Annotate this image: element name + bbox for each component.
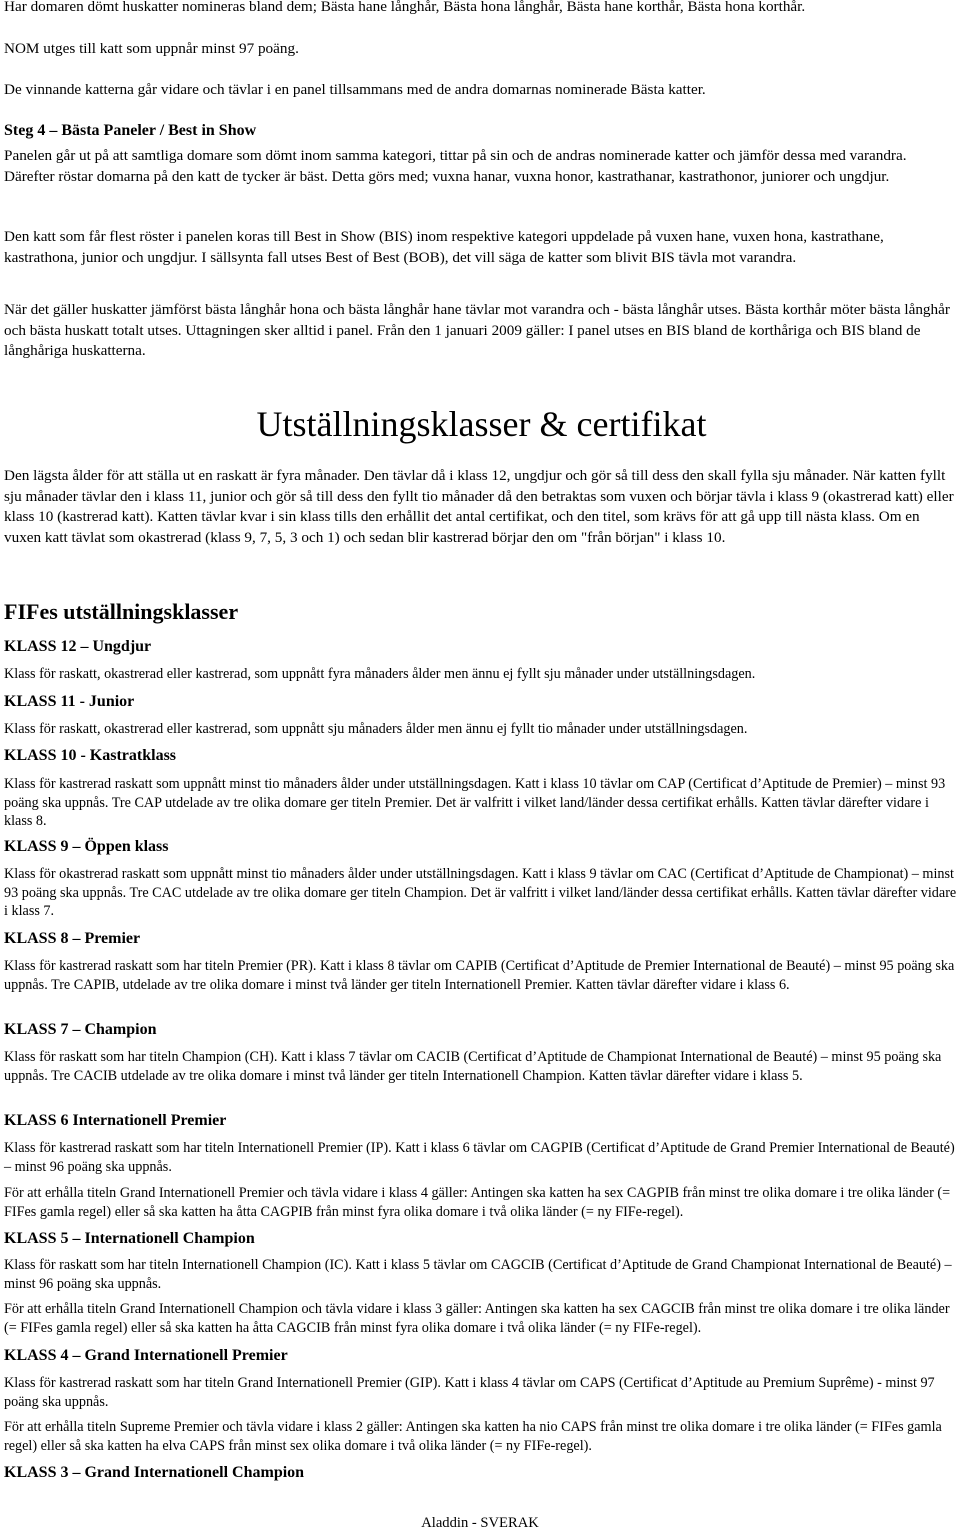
klass4-title: KLASS 4 – Grand Internationell Premier	[4, 1347, 288, 1364]
klass7-title: KLASS 7 – Champion	[4, 1021, 157, 1038]
klass6-text: Klass för kastrerad raskatt som har titeln Internationell Premier (IP). Katt i klass 6 tävlar om CAGPIB (Certificat d’Aptitude de Grand Premier International de Beauté) – minst 96 poäng ska uppnås.	[4, 1140, 955, 1175]
klass6-text-2: För att erhålla titeln Grand Internationell Premier och tävla vidare i klass 4 gäller: Antingen ska katten ha sex CAGPIB från minst tre olika domare i tre olika länder (= FIFes gamla regel) eller så ska katten ha åtta CAGPIB från minst fyra olika domare i två olika länder (= ny FIFe-regel).	[4, 1185, 951, 1220]
klass5-text: Klass för raskatt som har titeln Internationell Champion (IC). Katt i klass 5 tävlar om CAGCIB (Certificat d’Aptitude de Grand Championat International de Beauté) – minst 96 poäng ska uppnås.	[4, 1257, 952, 1292]
klass6-title: KLASS 6 Internationell Premier	[4, 1112, 227, 1129]
klass4-text-2: För att erhålla titeln Supreme Premier och tävla vidare i klass 2 gäller: Antingen ska katten ha nio CAPS från minst tre olika domare i tre olika länder (= FIFes gamla regel) eller så ska katten ha elva CAPS från minst sex olika domare i två olika länder (= ny FIFe-regel).	[4, 1419, 942, 1454]
klass5-text-2: För att erhålla titeln Grand Internationell Champion och tävla vidare i klass 3 gäller: Antingen ska katten ha sex CAGCIB från minst tre olika domare i tre olika länder (= FIFes gamla regel) eller så ska katten ha åtta CAGCIB från minst fyra olika domare i två olika länder (= ny FIFe-regel).	[4, 1301, 950, 1336]
klass10-text: Klass för kastrerad raskatt som uppnått minst tio månaders ålder under utställningsdagen. Katt i klass 10 tävlar om CAP (Certificat d’Aptitude de Premier) – minst 93 poäng ska uppnås. Tre CAP utdelade av tre olika domare ger titeln Premier. Det är valfritt i vilket land/länder dessa certifikat erhålls. Katten tävlar därefter vidare i klass 8.	[4, 776, 946, 829]
klass5-title: KLASS 5 – Internationell Champion	[4, 1230, 255, 1247]
klass9-title: KLASS 9 – Öppen klass	[4, 838, 169, 855]
klass4-text: Klass för kastrerad raskatt som har titeln Grand Internationell Premier (GIP). Katt i klass 4 tävlar om CAPS (Certificat d’Aptitude au Premium Suprême) - minst 97 poäng ska uppnås.	[4, 1375, 935, 1410]
intro-paragraph-2: NOM utges till katt som uppnår minst 97 poäng.	[4, 40, 299, 57]
klass9-text: Klass för okastrerad raskatt som uppnått minst tio månaders ålder under utställningsdagen. Katt i klass 9 tävlar om CAC (Certificat d’Aptitude de Championat) – minst 93 poäng ska uppnås. Tre CAC utdelade av tre olika domare ger titeln Champion. Det är valfritt i vilket land/länder dessa certifikat erhålls. Katten tävlar därefter vidare i klass 7.	[4, 866, 957, 919]
fife-title: FIFes utställningsklasser	[4, 599, 239, 624]
steg4-paragraph-3: När det gäller huskatter jämförst bästa långhår hona och bästa långhår hane tävlar mot varandra och - bästa långhår utses. Bästa korthår möter bästa långhår och bästa huskatt totalt utses. Uttagningen sker alltid i panel. Från den 1 januari 2009 gäller: I panel utses en BIS bland de korthåriga och BIS bland de långhåriga huskatterna.	[4, 301, 950, 359]
klass8-title: KLASS 8 – Premier	[4, 930, 141, 947]
steg4-heading: Steg 4 – Bästa Paneler / Best in Show	[4, 122, 257, 139]
intro-paragraph-1: Har domaren dömt huskatter nomineras bland dem; Bästa hane långhår, Bästa hona långhår, Bästa hane korthår, Bästa hona korthår.	[4, 0, 806, 15]
klass11-text: Klass för raskatt, okastrerad eller kastrerad, som uppnått sju månaders ålder men ännu ej fyllt tio månader under utställningsdagen.	[4, 721, 748, 737]
klass10-title: KLASS 10 - Kastratklass	[4, 747, 177, 764]
klass8-text: Klass för kastrerad raskatt som har titeln Premier (PR). Katt i klass 8 tävlar om CAPIB (Certificat d’Aptitude de Premier International de Beauté) – minst 95 poäng ska uppnås. Tre CAPIB, utdelade av tre olika domare i minst två länder ger titeln Internationell Premier. Katten tävlar därefter vidare i klass 6.	[4, 958, 955, 993]
steg4-paragraph-1: Panelen går ut på att samtliga domare som dömt inom samma kategori, tittar på sin och de andras nominerade katter och jämför dessa med varandra. Därefter röstar domarna på den katt de tycker är bäst. Detta görs med; vuxna hanar, vuxna honor, kastrathanar, kastrathonor, juniorer och ungdjur.	[4, 147, 907, 185]
klass3-title: KLASS 3 – Grand Internationell Champion	[4, 1464, 305, 1481]
steg4-paragraph-2: Den katt som får flest röster i panelen koras till Best in Show (BIS) inom respektive kategori uppdelade på vuxen hane, vuxen hona, kastrathane, kastrathona, junior och ungdjur. I sällsynta fall utses Best of Best (BOB), det vill säga de katter som blivit BIS tävla mot varandra.	[4, 228, 884, 266]
classes-intro-paragraph: Den lägsta ålder för att ställa ut en raskatt är fyra månader. Den tävlar då i klass 12, ungdjur och gör så till dess den skall fylla sju månader. När katten fyllt sju månader tävlar den i klass 11, junior och gör så till dess den fyllt tio månader då den betraktas som vuxen och börjar tävla i klass 9 (okastrerad katt) eller klass 10 (kastrerad katt). Katten tävlar kvar i sin klass tills den erhållit det antal certifikat, och den titel, som krävs för att gå upp till nästa klass. Om en vuxen katt tävlat som okastrerad (klass 9, 7, 5, 3 och 1) och sedan blir kastrerad börjar den om "från början" i klass 10.	[4, 467, 954, 546]
intro-paragraph-3: De vinnande katterna går vidare och tävlar i en panel tillsammans med de andra domarnas nominerade Bästa katter.	[4, 81, 706, 98]
section-title: Utställningsklasser & certifikat	[256, 404, 707, 444]
klass7-text: Klass för raskatt som har titeln Champion (CH). Katt i klass 7 tävlar om CACIB (Certificat d’Aptitude de Championat International de Beauté) – minst 95 poäng ska uppnås. Tre CACIB utdelade av tre olika domare i minst två länder ger titeln Internationell Champion. Katten tävlar därefter vidare i klass 5.	[4, 1049, 942, 1084]
klass12-text: Klass för raskatt, okastrerad eller kastrerad, som uppnått fyra månaders ålder men ännu ej fyllt sju månader under utställningsdagen.	[4, 666, 756, 682]
page-footer: Aladdin - SVERAK	[421, 1515, 539, 1531]
klass12-title: KLASS 12 – Ungdjur	[4, 638, 152, 655]
klass11-title: KLASS 11 - Junior	[4, 693, 135, 710]
